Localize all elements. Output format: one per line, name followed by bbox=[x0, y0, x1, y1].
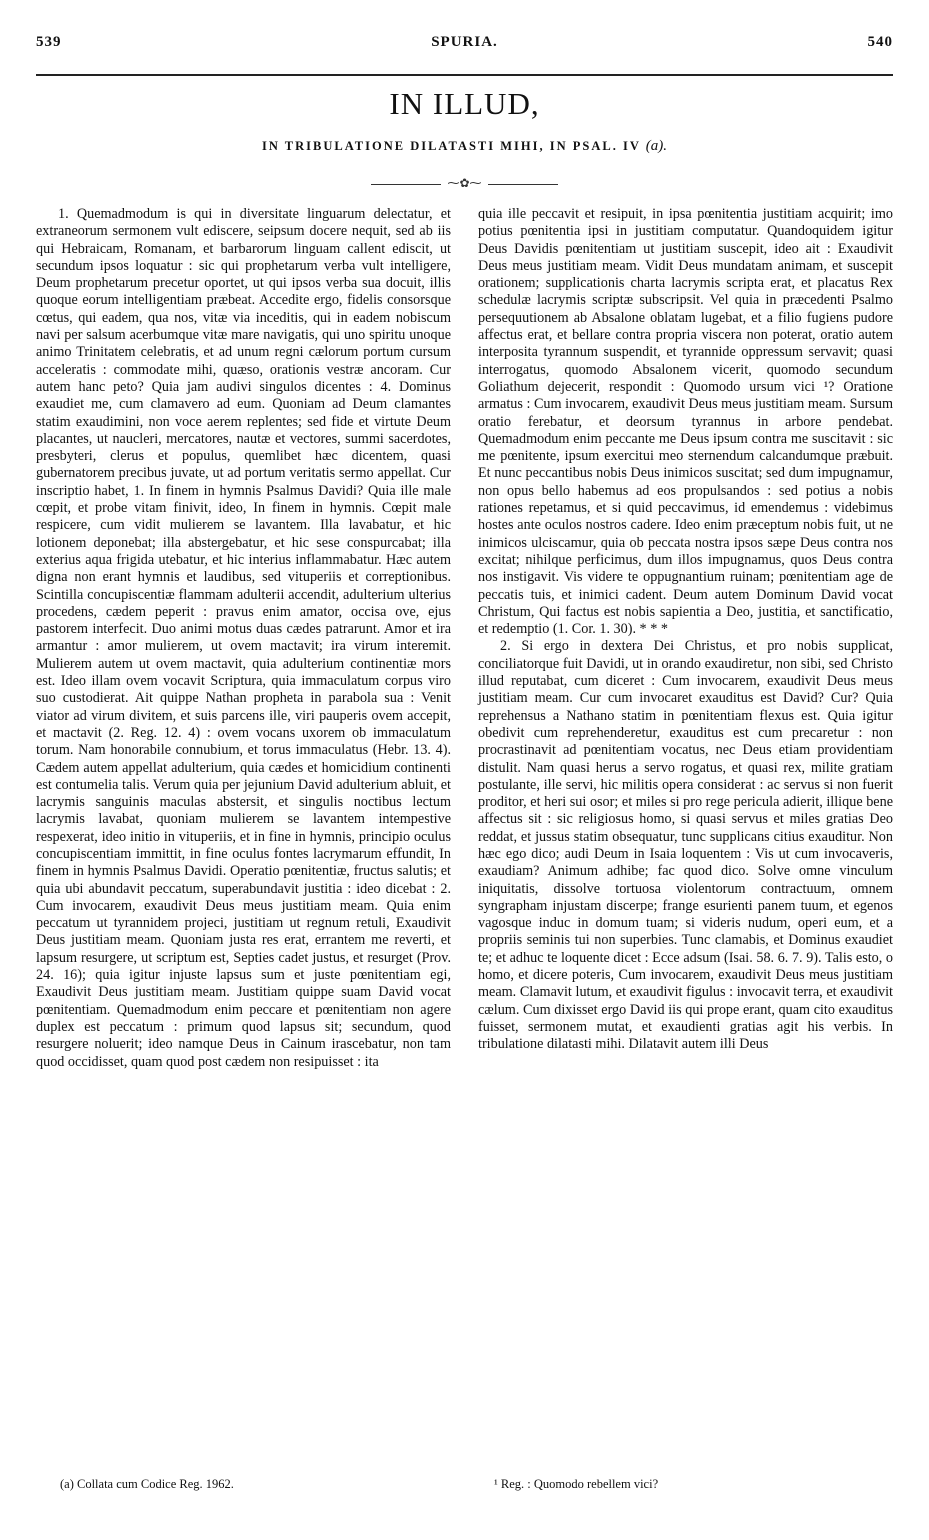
page-number-right: 540 bbox=[867, 34, 893, 50]
page-number-left: 539 bbox=[36, 34, 62, 50]
running-title: SPURIA. bbox=[431, 34, 498, 50]
footnote-1: ¹ Reg. : Quomodo rebellem vici? bbox=[494, 1477, 659, 1491]
article-title: IN ILLUD, bbox=[389, 86, 540, 121]
title-ornament bbox=[0, 176, 929, 191]
footnote-a: (a) Collata cum Codice Reg. 1962. bbox=[60, 1477, 234, 1491]
paragraph-1: 1. Quemadmodum is qui in diversitate linguarum delectatur, et extraneorum sermonem vult ediscere, seipsum docere nequit, sed ab iis qui Hebraicam, Romanam, et barbarorum linguam callent ediscit, ut secundum ipsos loquatur : sic qui prophetarum verba vult intelligere, Deum prophetarum precetur oportet, ut qui ipsos verba sua docuit, illis quoque eorum intelligentiam præbeat. Accedite ergo, fidelis consorsque cœtus, qui eadem, qua nos, vitæ via inceditis, qui in eadem nobiscum navi per salsum acerbumque vitæ mare navigatis, qui uno spiritu unoque animo Trinitatem celebratis, et ad unum regni cælorum portum cursum acceleratis : commodate mihi, quæso, orationis vestræ ancoram. Cur autem hanc peto? Quia jam audivi singulos dicentes : 4. Dominus exaudiet me, cum clamavero ad eum. Quoniam ad Deum clamantes statim exaudimini, non voce aerem replentes; sed fide et virtute Deum placantes, ut naucleri, mercatores, nautæ et vectores, summi sacerdotes, presbyteri, clerus et populus, quemlibet hæc dicentem, quasi gubernatorem precibus juvate, ut ad portum veritatis sermo appellat. Cur inscriptio habet, 1. In finem in hymnis Psalmus Davidi? Quia ille male cœpit, et probe vitam finivit, ideo, In finem in hymnis. Cœpit male respicere, cum vidit mulierem se lavantem. Illa lavabatur, et hic lotionem deponebat; illa abstergebatur, et hic sese conspurcabat; illa exterius aqua frigida utebatur, et hic interius inflammabatur. Hæc autem digna non erant hymnis et laudibus, sed vituperiis et correptionibus. Scintilla concupiscentiæ flammam adulterii accendit, adulterium ulterius procedens, cædem peperit : pravus enim amator, occisa ove, ejus pastorem interfecit. Duo animi motus duas cædes patrarunt. Amor et ira armantur : amor mulierem, ut ovem mactavit; ira virum interemit. Mulierem autem ut ovem mactavit, quia adulterium continentiæ mors est. Ideo illam ovem vocavit Scriptura, quia immaculatum corpus viro suo custodierat. Ait quippe Nathan propheta in parabola sua : Venit viator ad virum divitem, et suis parcens ille, viri pauperis ovem accepit, et mactavit (2. Reg. 12. 4) : ovem vocans uxorem ob immaculatum torum. Nam honorabile connubium, et torus immaculatus (Hebr. 13. 4). Cædem autem appellat adulterium, quia cædes et homicidium continenti est contumelia talis. Verum quia per jejunium David adulterium abluit, et lacrymis sanguinis maculas abstersit, et singulis noctibus lectum lacrymis lavabat, quoniam mulierem se lavantem intempestive respexerat, ideo initio in vituperiis, et in fine in hymnis, principio oculus concupiscentiam immittit, in fine oculus fontes lacrymarum effundit, In finem in hymnis Psalmus Davidi. Operatio pœnitentiæ, fructus salutis; et quia ubi abundavit peccatum, superabundavit justitia : ideo dicebat : 2. Cum invocarem, exaudivit Deus meus justitiam meam. Quia enim peccatum ut tyrannidem projeci, justitiam ut regnum retuli, Exaudivit Deus justitiam meam. Quoniam justa res erat, errantem me reverti, et lapsum resurgere, ut scriptum est, Septies cadet justus, et resurget (Prov. 24. 16); quia igitur injuste lapsus sum et juste pœnitentiam egi, Exaudivit Deus justitiam meam. Justitiam quippe suam David vocat pœnitentiam. Quemadmodum enim peccare et pœnitentiam non agere duplex est peccatum : primum quod lapsus sit; secundum, quod resurgere noluerit; ideo namque Deus in Cainum irascebatur, non tam quod occidisset, quam quod post cædem non resipuisset : ita bbox=[36, 206, 451, 1070]
article-subtitle bbox=[0, 138, 929, 155]
running-header bbox=[36, 34, 893, 58]
subtitle-note-mark: (a). bbox=[645, 138, 668, 154]
subtitle-text: IN TRIBULATIONE DILATASTI MIHI, IN PSAL. IV bbox=[261, 139, 641, 153]
paragraph-1-continued: quia ille peccavit et resipuit, in ipsa pœnitentia justitiam acquirit; imo potius pœnitentia ipsi in justitiam computatur. Quandoquidem igitur Deus Davidis pœnitentiam ut justitiam suscepit, ideo ait : Exaudivit Deus meus justitiam meam. Vidit Deus mundatam animam, et suscepit orationem; supplicationis charta lacrymis scripta erat, et placatus Rex schedulæ lacrymis scriptæ subscripsit. Vel quia in præcedenti Psalmo persequutionem ab Absalone oblatam lugebat, et a filio fugiens pudore affectus erat, et bellare contra propria viscera non poterat, oratio autem interposita tyrannum suspendit, et tyrannide oppressum servavit; quasi interrogatus, quomodo Absalonem vicerit, quomodo secundum Goliathum dejecerit, respondit : Quomodo ursum vici ¹? Oratione armatus : Cum invocarem, exaudivit Deus meus justitiam meam. Sursum oratio ferebatur, et deorsum tyrannus in arbore pendebat. Quemadmodum enim peccante me Deus ipsum contra me suscitavit : sic me pœnitente, ipsum exercitui meo sternendum calcandumque præbuit. Et nunc peccantibus nobis Deus inimicos suscitat; sed dum impugnamur, non opus bello habemus ad eos propulsandos : sed potius a nobis rationes repetamus, et si quid peccavimus, id emendemus : videbimus hostes ante oculos nostros cadere. Ideo enim præceptum nobis fuit, ut ne inimicos ulciscamur, quia ob peccata nostra ipsos sæpe Deus contra nos excitat; nihilque perficimus, dum illos impugnamus, quos Deus contra nos instigavit. Vis videre te oppugnantium ruinam; pœnitentiam age de peccatis tuis, et inimici cadent. Deum autem Dominum David vocat Christum, Qui factus est nobis sapientia a Deo, justitia, et sanctificatio, et redemptio (1. Cor. 1. 30). * * * bbox=[478, 206, 893, 638]
left-column bbox=[36, 206, 451, 1071]
right-column bbox=[478, 206, 893, 1054]
header-rule bbox=[36, 74, 893, 76]
paragraph-2: 2. Si ergo in dextera Dei Christus, et pro nobis supplicat, conciliatorque fuit Davidi, ut in orando exaudiretur, non sibi, sed Christo illud reputabat, cum diceret : Cum invocarem, exaudivit Deus meus justitiam meam. Cur cum invocaret exauditus est David? Cur? Quia reprehensus a Nathano statim in pœnitentiam flexus est. Quia igitur obedivit cum reprehenderetur, exauditus est cum precaretur : non procrastinavit ad pœnitentiam vocatus, nec Deus etiam providentiam distulit. Nam quasi herus a servo rogatus, et quasi rex, milite gratiam postulante, ille servi, hic militis opera considerat : ac servus si non fuerit proditor, et heri sui osor; et miles si pro rege pericula adierit, illique bene affectus sit : sic religiosus homo, si quasi servus et miles gratias Deo reddat, et jussus statim obsequatur, tunc supplicans citius exauditur. Non hæc ego dico; audi Deum in Isaia loquentem : Vis ut cum invocaveris, exaudiam? Animum adhibe; fac quod dico. Solve omne vinculum iniquitatis, dissolve tortuosa violentorum contractuum, omnem syngrapham injustam discerpe; frange esurienti panem tuum, et egenos vagosque induc in domum tuam; si videris nudum, operi eum, et a propriis seminis tui non superbies. Tunc clamabis, et Dominus exaudiet te; et adhuc te loquente dicet : Ecce adsum (Isai. 58. 6. 7. 9). Talis esto, o homo, et dicere poteris, Cum invocarem, exaudivit Deus meus justitiam meam. Clamavit lutum, et exaudivit figulus : invocavit terra, et exaudivit cælum. Cum dixisset ergo David iis qui prope erant, quam cito exauditus fuisset, sermonem mutat, et exaudienti gratias agit his verbis. In tribulatione dilatasti mihi. Dilatavit autem illi Deus bbox=[478, 638, 893, 1053]
ornament-glyph: ⁓✿⁓ bbox=[447, 176, 482, 190]
